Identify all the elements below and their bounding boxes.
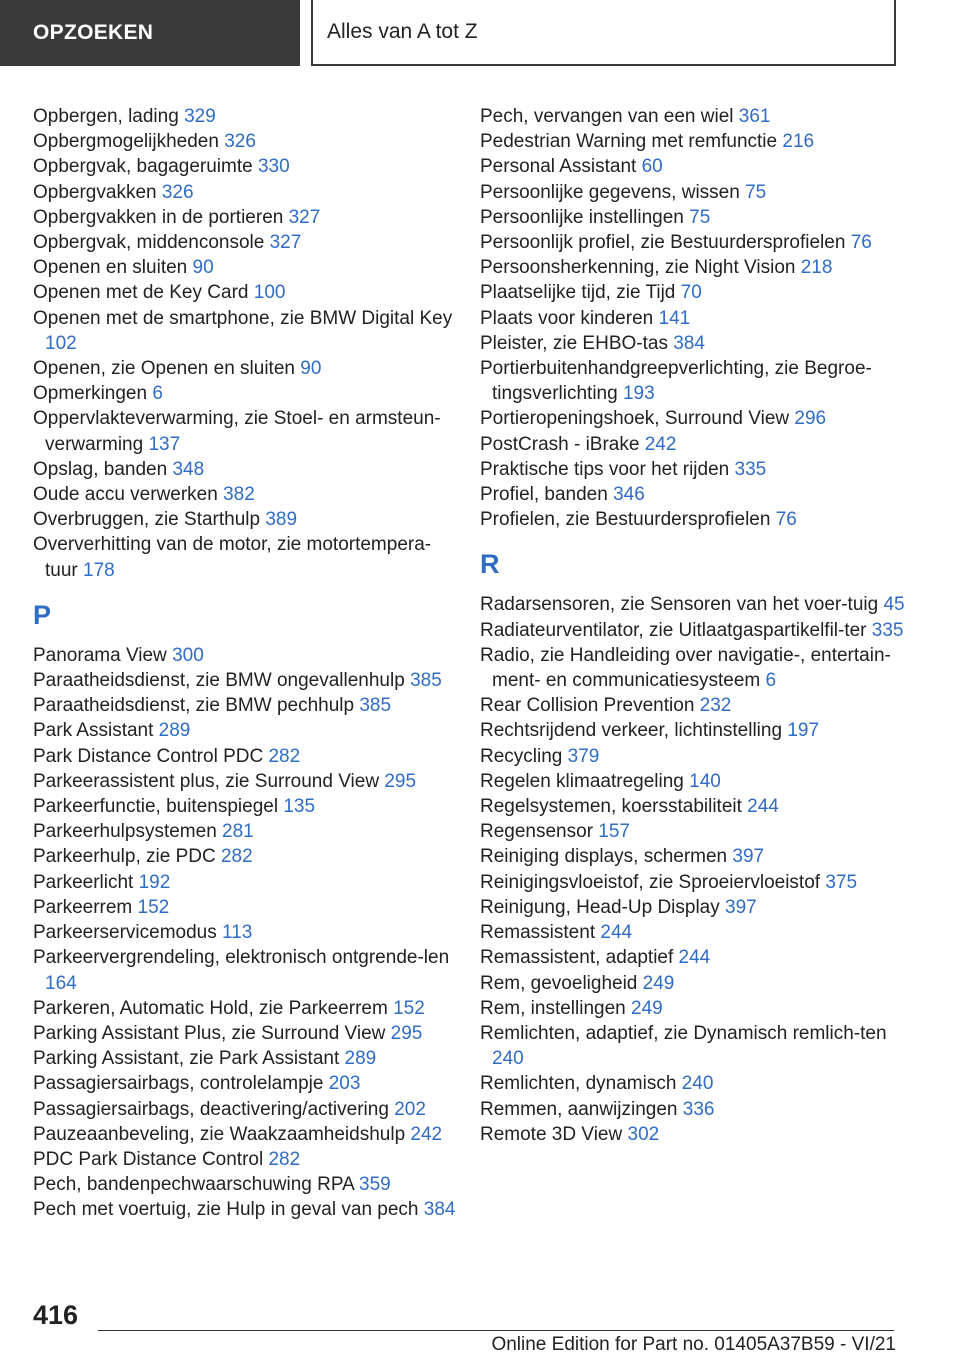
- index-entry: [480, 693, 910, 718]
- index-entry: [480, 971, 910, 996]
- index-entry: [33, 457, 463, 482]
- index-entry: [33, 718, 463, 743]
- index-entry: [33, 280, 463, 305]
- index-entry-page-link[interactable]: 397: [725, 896, 757, 918]
- index-entry: [33, 870, 463, 895]
- index-entry: [480, 104, 910, 129]
- index-entry-page-link[interactable]: 389: [265, 509, 298, 531]
- index-entry-term: Parkeerfunctie, buitenspiegel: [33, 796, 284, 818]
- index-entry-page-link[interactable]: 6: [152, 383, 163, 405]
- index-entry: [480, 331, 910, 356]
- index-entry-term: Opbergvakken in de portieren: [33, 206, 289, 228]
- index-entry-page-link[interactable]: 384: [673, 332, 705, 354]
- index-entry: [33, 920, 463, 945]
- index-entry: [480, 1122, 910, 1147]
- index-entry-term: Openen met de smartphone, zie BMW Digital Key: [33, 307, 453, 329]
- index-entry-term: Parking Assistant, zie Park Assistant: [33, 1048, 345, 1070]
- index-entry: [33, 129, 463, 154]
- index-entry: [480, 920, 910, 945]
- index-entry-page-link[interactable]: 295: [384, 770, 417, 792]
- index-entry-page-link[interactable]: 6: [765, 670, 777, 692]
- index-entry: [33, 1197, 463, 1222]
- index-entry-page-link[interactable]: 384: [423, 1199, 456, 1221]
- page-header: [0, 0, 960, 66]
- index-entry: [480, 205, 910, 230]
- index-entry-page-link[interactable]: 326: [161, 181, 194, 203]
- index-entry-page-link[interactable]: 202: [394, 1098, 426, 1120]
- index-entry-page-link[interactable]: 244: [747, 796, 779, 818]
- index-entry-page-link[interactable]: 76: [850, 232, 872, 254]
- index-entry: [480, 306, 910, 331]
- index-entry: [33, 895, 463, 920]
- index-entry: [480, 482, 910, 507]
- index-entry-term: Persoonlijke instellingen: [480, 206, 690, 228]
- index-entry-page-link[interactable]: 45: [883, 594, 905, 616]
- index-entry-term: Parkeerhulpsystemen: [33, 821, 223, 843]
- index-entry: [33, 255, 463, 280]
- index-entry-term: Persoonlijke gegevens, wissen: [480, 181, 746, 203]
- index-entry-term: Opmerkingen: [33, 383, 153, 405]
- index-entry-page-link[interactable]: 157: [598, 821, 630, 843]
- index-entry-term: Opslag, banden: [33, 458, 173, 480]
- index-entry-term: Pleister, zie EHBO-tas: [480, 332, 674, 354]
- index-entry-term: Oververhitting van de motor, zie motortempera-tuur: [33, 534, 432, 581]
- index-entry: [33, 1071, 463, 1096]
- index-entry-term: Regelen klimaatregeling: [480, 770, 690, 792]
- index-entry: [480, 255, 910, 280]
- index-entry-term: Park Distance Control PDC: [33, 745, 269, 767]
- index-entry: [33, 205, 463, 230]
- index-column-right: [480, 104, 910, 1147]
- index-entry: [480, 1071, 910, 1096]
- index-entry-term: Pech, vervangen van een wiel: [480, 106, 739, 127]
- index-entry-page-link[interactable]: 244: [600, 922, 633, 944]
- index-entry: [480, 996, 910, 1021]
- index-entry-term: Pauzeaanbeveling, zie Waakzaamheidshulp: [33, 1123, 411, 1145]
- chapter-title: Alles van A tot Z: [311, 0, 896, 66]
- index-entry-term: Opbergen, lading: [33, 106, 185, 127]
- index-entry-page-link[interactable]: 192: [138, 871, 171, 893]
- index-entry: [33, 180, 463, 205]
- index-entry: [33, 794, 463, 819]
- index-entry: [33, 996, 463, 1021]
- index-entry-term: Profielen, zie Bestuurdersprofielen: [480, 509, 776, 531]
- index-entry-page-link[interactable]: 289: [344, 1048, 377, 1070]
- index-entry-page-link[interactable]: 178: [83, 559, 115, 581]
- index-entry-term: Parkeerservicemodus: [33, 922, 223, 944]
- index-entry-term: Persoonlijk profiel, zie Bestuurdersprofielen: [480, 232, 851, 254]
- index-entry: [480, 356, 910, 406]
- index-entry: [33, 1122, 463, 1147]
- index-entry: [33, 306, 463, 356]
- index-entry: [33, 406, 463, 456]
- index-entry-term: Parkeerrem: [33, 896, 138, 918]
- index-entry-term: Remlichten, adaptief, zie Dynamisch remlich-ten: [480, 1022, 887, 1044]
- index-entry-page-link[interactable]: 141: [658, 307, 691, 329]
- index-entry: [480, 1021, 910, 1071]
- index-entry-term: Rem, instellingen: [480, 997, 632, 1019]
- index-entry-term: Radarsensoren, zie Sensoren van het voer-tuig: [480, 594, 884, 616]
- index-entry: [33, 744, 463, 769]
- index-entry-term: Rem, gevoeligheid: [480, 972, 643, 994]
- index-entry: [480, 643, 910, 693]
- index-entry-page-link[interactable]: 164: [45, 972, 77, 994]
- index-letter-heading: P: [33, 599, 52, 630]
- index-entry-term: Radio, zie Handleiding over navigatie-, entertain-ment- en communicatiesysteem: [480, 644, 891, 692]
- index-entry: [480, 406, 910, 431]
- index-entry-term: Parkeren, Automatic Hold, zie Parkeerrem: [33, 997, 394, 1019]
- index-entry: [33, 1021, 463, 1046]
- index-entry-term: Plaatselijke tijd, zie Tijd: [480, 282, 681, 304]
- index-entry-term: Parkeerhulp, zie PDC: [33, 846, 221, 868]
- index-entry-term: Parkeervergrendeling, elektronisch ontgrende-len: [33, 947, 450, 969]
- index-entry: [33, 381, 463, 406]
- index-entry-page-link[interactable]: 90: [300, 358, 322, 380]
- index-entry: [33, 482, 463, 507]
- index-entry-term: Openen, zie Openen en sluiten: [33, 358, 301, 380]
- index-entry-term: Opbergvak, middenconsole: [33, 232, 270, 254]
- index-entry: [480, 457, 910, 482]
- index-entry-page-link[interactable]: 76: [775, 509, 797, 531]
- index-entry-page-link[interactable]: 348: [172, 458, 205, 480]
- index-entry-term: Opbergvak, bagageruimte: [33, 156, 258, 178]
- index-entry-term: Paraatheidsdienst, zie BMW ongevallenhulp: [33, 670, 411, 692]
- index-entry-page-link[interactable]: 193: [622, 383, 655, 405]
- index-entry: [480, 870, 910, 895]
- index-entry-page-link[interactable]: 336: [682, 1098, 715, 1120]
- index-entry-page-link[interactable]: 289: [158, 720, 191, 742]
- index-entry-term: Overbruggen, zie Starthulp: [33, 509, 266, 531]
- index-entry: [33, 1172, 463, 1197]
- index-entry-page-link[interactable]: 70: [680, 282, 702, 304]
- index-entry-page-link[interactable]: 296: [794, 408, 827, 430]
- index-entry-term: Parkeerlicht: [33, 871, 139, 893]
- index-entry-page-link[interactable]: 75: [745, 181, 767, 203]
- index-entry-term: Parking Assistant Plus, zie Surround View: [33, 1022, 391, 1044]
- index-entry-term: Plaats voor kinderen: [480, 307, 659, 329]
- index-entry: [480, 618, 910, 643]
- index-entry-page-link[interactable]: 102: [45, 332, 77, 354]
- index-column-left: [33, 104, 463, 1223]
- index-entry: [480, 154, 910, 179]
- index-entry-page-link[interactable]: 218: [800, 257, 833, 279]
- index-entry-page-link[interactable]: 327: [269, 232, 302, 254]
- index-entry-page-link[interactable]: 375: [825, 871, 858, 893]
- index-entry-term: Panorama View: [33, 644, 173, 666]
- index-entry-page-link[interactable]: 282: [268, 1148, 301, 1170]
- index-entry-term: Remlichten, dynamisch: [480, 1073, 682, 1095]
- index-entry: [33, 668, 463, 693]
- index-entry-term: Passagiersairbags, deactivering/activering: [33, 1098, 395, 1120]
- index-entry: [33, 507, 463, 532]
- index-entry: [33, 945, 463, 995]
- index-entry-page-link[interactable]: 282: [220, 846, 253, 868]
- index-entry-page-link[interactable]: 75: [689, 206, 711, 228]
- index-entry-page-link[interactable]: 359: [359, 1174, 391, 1196]
- index-entry-page-link[interactable]: 203: [328, 1073, 361, 1095]
- index-entry-term: Radiateurventilator, zie Uitlaatgaspartikelfil-ter: [480, 619, 872, 641]
- index-entry-page-link[interactable]: 249: [642, 972, 675, 994]
- index-entry-term: Pech met voertuig, zie Hulp in geval van pech: [33, 1199, 424, 1221]
- index-entry: [33, 154, 463, 179]
- index-entry-term: Portieropeningshoek, Surround View: [480, 408, 795, 430]
- index-entry: [33, 104, 463, 129]
- index-entry: [480, 432, 910, 457]
- index-entry-page-link[interactable]: 295: [390, 1022, 423, 1044]
- index-entry: [480, 507, 910, 532]
- index-entry: [480, 945, 910, 970]
- index-entry-term: Parkeerassistent plus, zie Surround View: [33, 770, 385, 792]
- index-entry-term: PDC Park Distance Control: [33, 1148, 269, 1170]
- index-entry: [33, 693, 463, 718]
- index-entry-page-link[interactable]: 197: [787, 720, 820, 742]
- footer-divider: [98, 1330, 894, 1331]
- index-entry-term: Openen en sluiten: [33, 257, 193, 279]
- index-entry-term: Rechtsrijdend verkeer, lichtinstelling: [480, 720, 788, 742]
- index-entry-page-link[interactable]: 242: [644, 433, 677, 455]
- index-entry-page-link[interactable]: 382: [223, 484, 255, 506]
- index-entry-term: Recycling: [480, 745, 568, 767]
- index-entry: [480, 230, 910, 255]
- index-entry-term: Pech, bandenpechwaarschuwing RPA: [33, 1174, 360, 1196]
- index-entry-page-link[interactable]: 240: [681, 1073, 714, 1095]
- index-entry-page-link[interactable]: 346: [613, 484, 645, 506]
- index-entry: [480, 744, 910, 769]
- index-entry-term: PostCrash - iBrake: [480, 433, 645, 455]
- index-entry: [33, 844, 463, 869]
- index-entry: [480, 592, 910, 617]
- edition-note: Online Edition for Part no. 01405A37B59 - VI/21: [491, 1334, 896, 1355]
- index-entry: [33, 769, 463, 794]
- index-entry-page-link[interactable]: 302: [627, 1123, 660, 1145]
- index-entry-page-link[interactable]: 135: [283, 796, 316, 818]
- index-entry-term: Remmen, aanwijzingen: [480, 1098, 683, 1120]
- index-entry-term: Reiniging displays, schermen: [480, 846, 733, 868]
- index-entry-term: Reinigingsvloeistof, zie Sproeiervloeistof: [480, 871, 826, 893]
- index-entry-term: Opbergmogelijkheden: [33, 131, 225, 153]
- page-number: 416: [33, 1300, 79, 1330]
- index-entry-term: Personal Assistant: [480, 156, 642, 178]
- index-entry: [33, 819, 463, 844]
- index-entry: [480, 844, 910, 869]
- index-entry: [33, 643, 463, 668]
- index-entry-term: Regelsystemen, koersstabiliteit: [480, 796, 748, 818]
- index-entry-page-link[interactable]: 240: [492, 1048, 524, 1070]
- index-entry: [33, 1097, 463, 1122]
- index-entry-term: Portierbuitenhandgreepverlichting, zie Begroe-tingsverlichting: [480, 358, 872, 405]
- index-entry-page-link[interactable]: 300: [172, 644, 204, 666]
- index-entry-term: Regensensor: [480, 821, 599, 843]
- index-entry: [480, 280, 910, 305]
- index-entry-page-link[interactable]: 60: [641, 156, 663, 178]
- index-entry-term: Oude accu verwerken: [33, 484, 224, 506]
- index-entry-term: Praktische tips voor het rijden: [480, 458, 735, 480]
- index-entry: [480, 718, 910, 743]
- index-entry-page-link[interactable]: 232: [699, 695, 732, 717]
- index-entry-page-link[interactable]: 282: [268, 745, 301, 767]
- index-entry-term: Persoonsherkenning, zie Night Vision: [480, 257, 801, 279]
- index-entry-page-link[interactable]: 326: [224, 131, 256, 153]
- index-entry: [480, 819, 910, 844]
- index-entry-term: Paraatheidsdienst, zie BMW pechhulp: [33, 695, 360, 717]
- index-entry-term: Opbergvakken: [33, 181, 162, 203]
- index-entry-term: Remassistent, adaptief: [480, 947, 679, 969]
- index-entry-page-link[interactable]: 244: [678, 947, 711, 969]
- index-entry-page-link[interactable]: 397: [732, 846, 765, 868]
- index-entry: [33, 1046, 463, 1071]
- index-entry: [33, 1147, 463, 1172]
- index-entry-page-link[interactable]: 385: [359, 695, 392, 717]
- index-entry-page-link[interactable]: 242: [410, 1123, 443, 1145]
- index-entry: [33, 532, 463, 582]
- index-entry-page-link[interactable]: 249: [631, 997, 663, 1019]
- index-entry-page-link[interactable]: 216: [782, 131, 815, 153]
- index-entry-term: Profiel, banden: [480, 484, 614, 506]
- index-entry: [480, 1097, 910, 1122]
- index-letter-heading: R: [480, 549, 500, 580]
- index-entry-page-link[interactable]: 90: [192, 257, 214, 279]
- index-entry-term: Rear Collision Prevention: [480, 695, 700, 717]
- index-entry-page-link[interactable]: 330: [257, 156, 290, 178]
- index-entry-page-link[interactable]: 137: [148, 433, 181, 455]
- index-entry-page-link[interactable]: 335: [734, 458, 767, 480]
- index-entry: [480, 794, 910, 819]
- index-entry-page-link[interactable]: 152: [137, 896, 170, 918]
- index-entry-term: Remote 3D View: [480, 1123, 628, 1145]
- index-entry-page-link[interactable]: 100: [253, 282, 286, 304]
- index-entry: [480, 129, 910, 154]
- index-entry-term: Remassistent: [480, 922, 601, 944]
- index-entry-page-link[interactable]: 361: [738, 106, 771, 127]
- index-entry-page-link[interactable]: 379: [567, 745, 600, 767]
- index-entry-term: Passagiersairbags, controlelampje: [33, 1073, 329, 1095]
- index-entry-page-link[interactable]: 335: [871, 619, 904, 641]
- index-entry-term: Park Assistant: [33, 720, 159, 742]
- section-tab: OPZOEKEN: [0, 0, 300, 66]
- index-entry-term: Oppervlakteverwarming, zie Stoel- en armsteun-verwarming: [33, 408, 441, 455]
- index-entry: [480, 180, 910, 205]
- index-entry: [33, 356, 463, 381]
- index-entry-page-link[interactable]: 327: [288, 206, 321, 228]
- index-entry-page-link[interactable]: 140: [689, 770, 721, 792]
- index-entry-page-link[interactable]: 329: [184, 106, 216, 127]
- index-entry: [33, 230, 463, 255]
- index-entry-term: Reinigung, Head-Up Display: [480, 896, 726, 918]
- index-entry-page-link[interactable]: 113: [222, 922, 253, 944]
- index-entry-term: Pedestrian Warning met remfunctie: [480, 131, 783, 153]
- index-entry-page-link[interactable]: 152: [393, 997, 425, 1019]
- index-entry-term: Openen met de Key Card: [33, 282, 254, 304]
- index-entry: [480, 895, 910, 920]
- index-entry-page-link[interactable]: 281: [222, 821, 254, 843]
- index-entry-page-link[interactable]: 385: [410, 670, 442, 692]
- index-entry: [480, 769, 910, 794]
